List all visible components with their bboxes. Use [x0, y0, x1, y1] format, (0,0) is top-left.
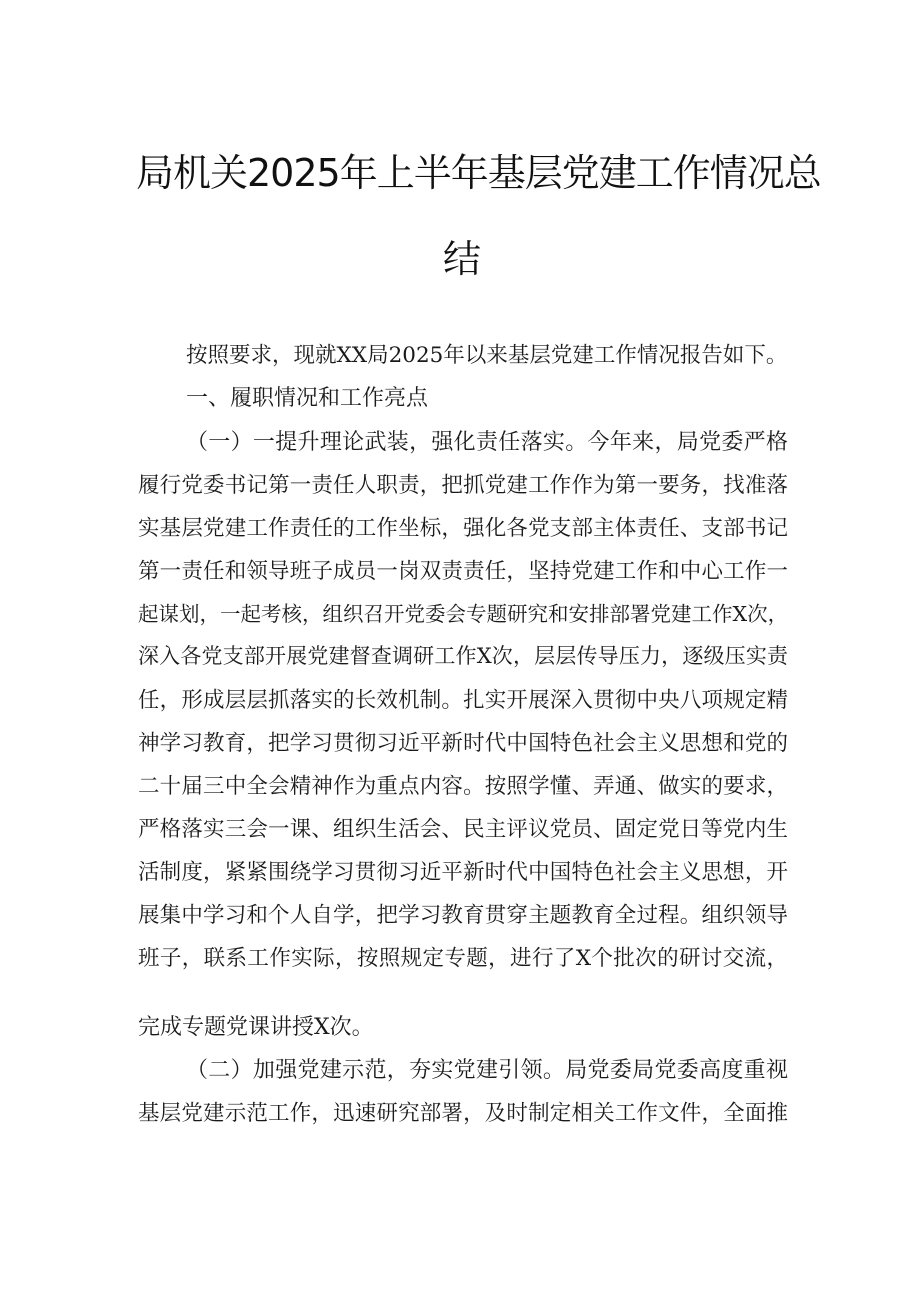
- paragraph-1-line: 神学习教育，把学习贯彻习近平新时代中国特色社会主义思想和党的: [138, 731, 788, 756]
- paragraph-1-line: 完成专题党课讲授X次。: [138, 1015, 374, 1040]
- paragraph-1-line: 活制度，紧紧围绕学习贯彻习近平新时代中国特色社会主义思想，开: [138, 860, 788, 885]
- paragraph-1-line: 班子，联系工作实际，按照规定专题，进行了X个批次的研讨交流，: [138, 946, 788, 971]
- paragraph-1-line: 第一责任和领导班子成员一岗双责责任，坚持党建工作和中心工作一: [138, 559, 788, 584]
- paragraph-1-line: 展集中学习和个人自学，把学习教育贯穿主题教育全过程。组织领导: [138, 903, 788, 928]
- paragraph-1-line: 深入各党支部开展党建督查调研工作X次，层层传导压力，逐级压实责: [138, 644, 788, 668]
- paragraph-2-line: 基层党建示范工作，迅速研究部署，及时制定相关工作文件，全面推: [138, 1101, 788, 1126]
- document-title-line-2: 结: [443, 237, 481, 281]
- document-title-line-1: 局机关2025年上半年基层党建工作情况总: [136, 151, 821, 195]
- intro-paragraph: 按照要求，现就XX局2025年以来基层党建工作情况报告如下。: [186, 343, 788, 368]
- paragraph-1-line: （一）一提升理论武装，强化责任落实。今年来，局党委严格: [186, 430, 788, 455]
- paragraph-1-line: 起谋划，一起考核，组织召开党委会专题研究和安排部署党建工作X次，: [138, 602, 789, 626]
- paragraph-2-line: （二）加强党建示范，夯实党建引领。局党委局党委高度重视: [186, 1058, 788, 1083]
- paragraph-1-line: 严格落实三会一课、组织生活会、民主评议党员、固定党日等党内生: [138, 817, 788, 842]
- paragraph-1-line: 二十届三中全会精神作为重点内容。按照学懂、弄通、做实的要求，: [138, 774, 788, 799]
- section-heading-1: 一、履职情况和工作亮点: [186, 386, 429, 411]
- paragraph-1-line: 实基层党建工作责任的工作坐标，强化各党支部主体责任、支部书记: [138, 516, 788, 541]
- paragraph-1-line: 任，形成层层抓落实的长效机制。扎实开展深入贯彻中央八项规定精: [138, 688, 788, 713]
- paragraph-1-line: 履行党委书记第一责任人职责，把抓党建工作作为第一要务，找准落: [138, 473, 788, 498]
